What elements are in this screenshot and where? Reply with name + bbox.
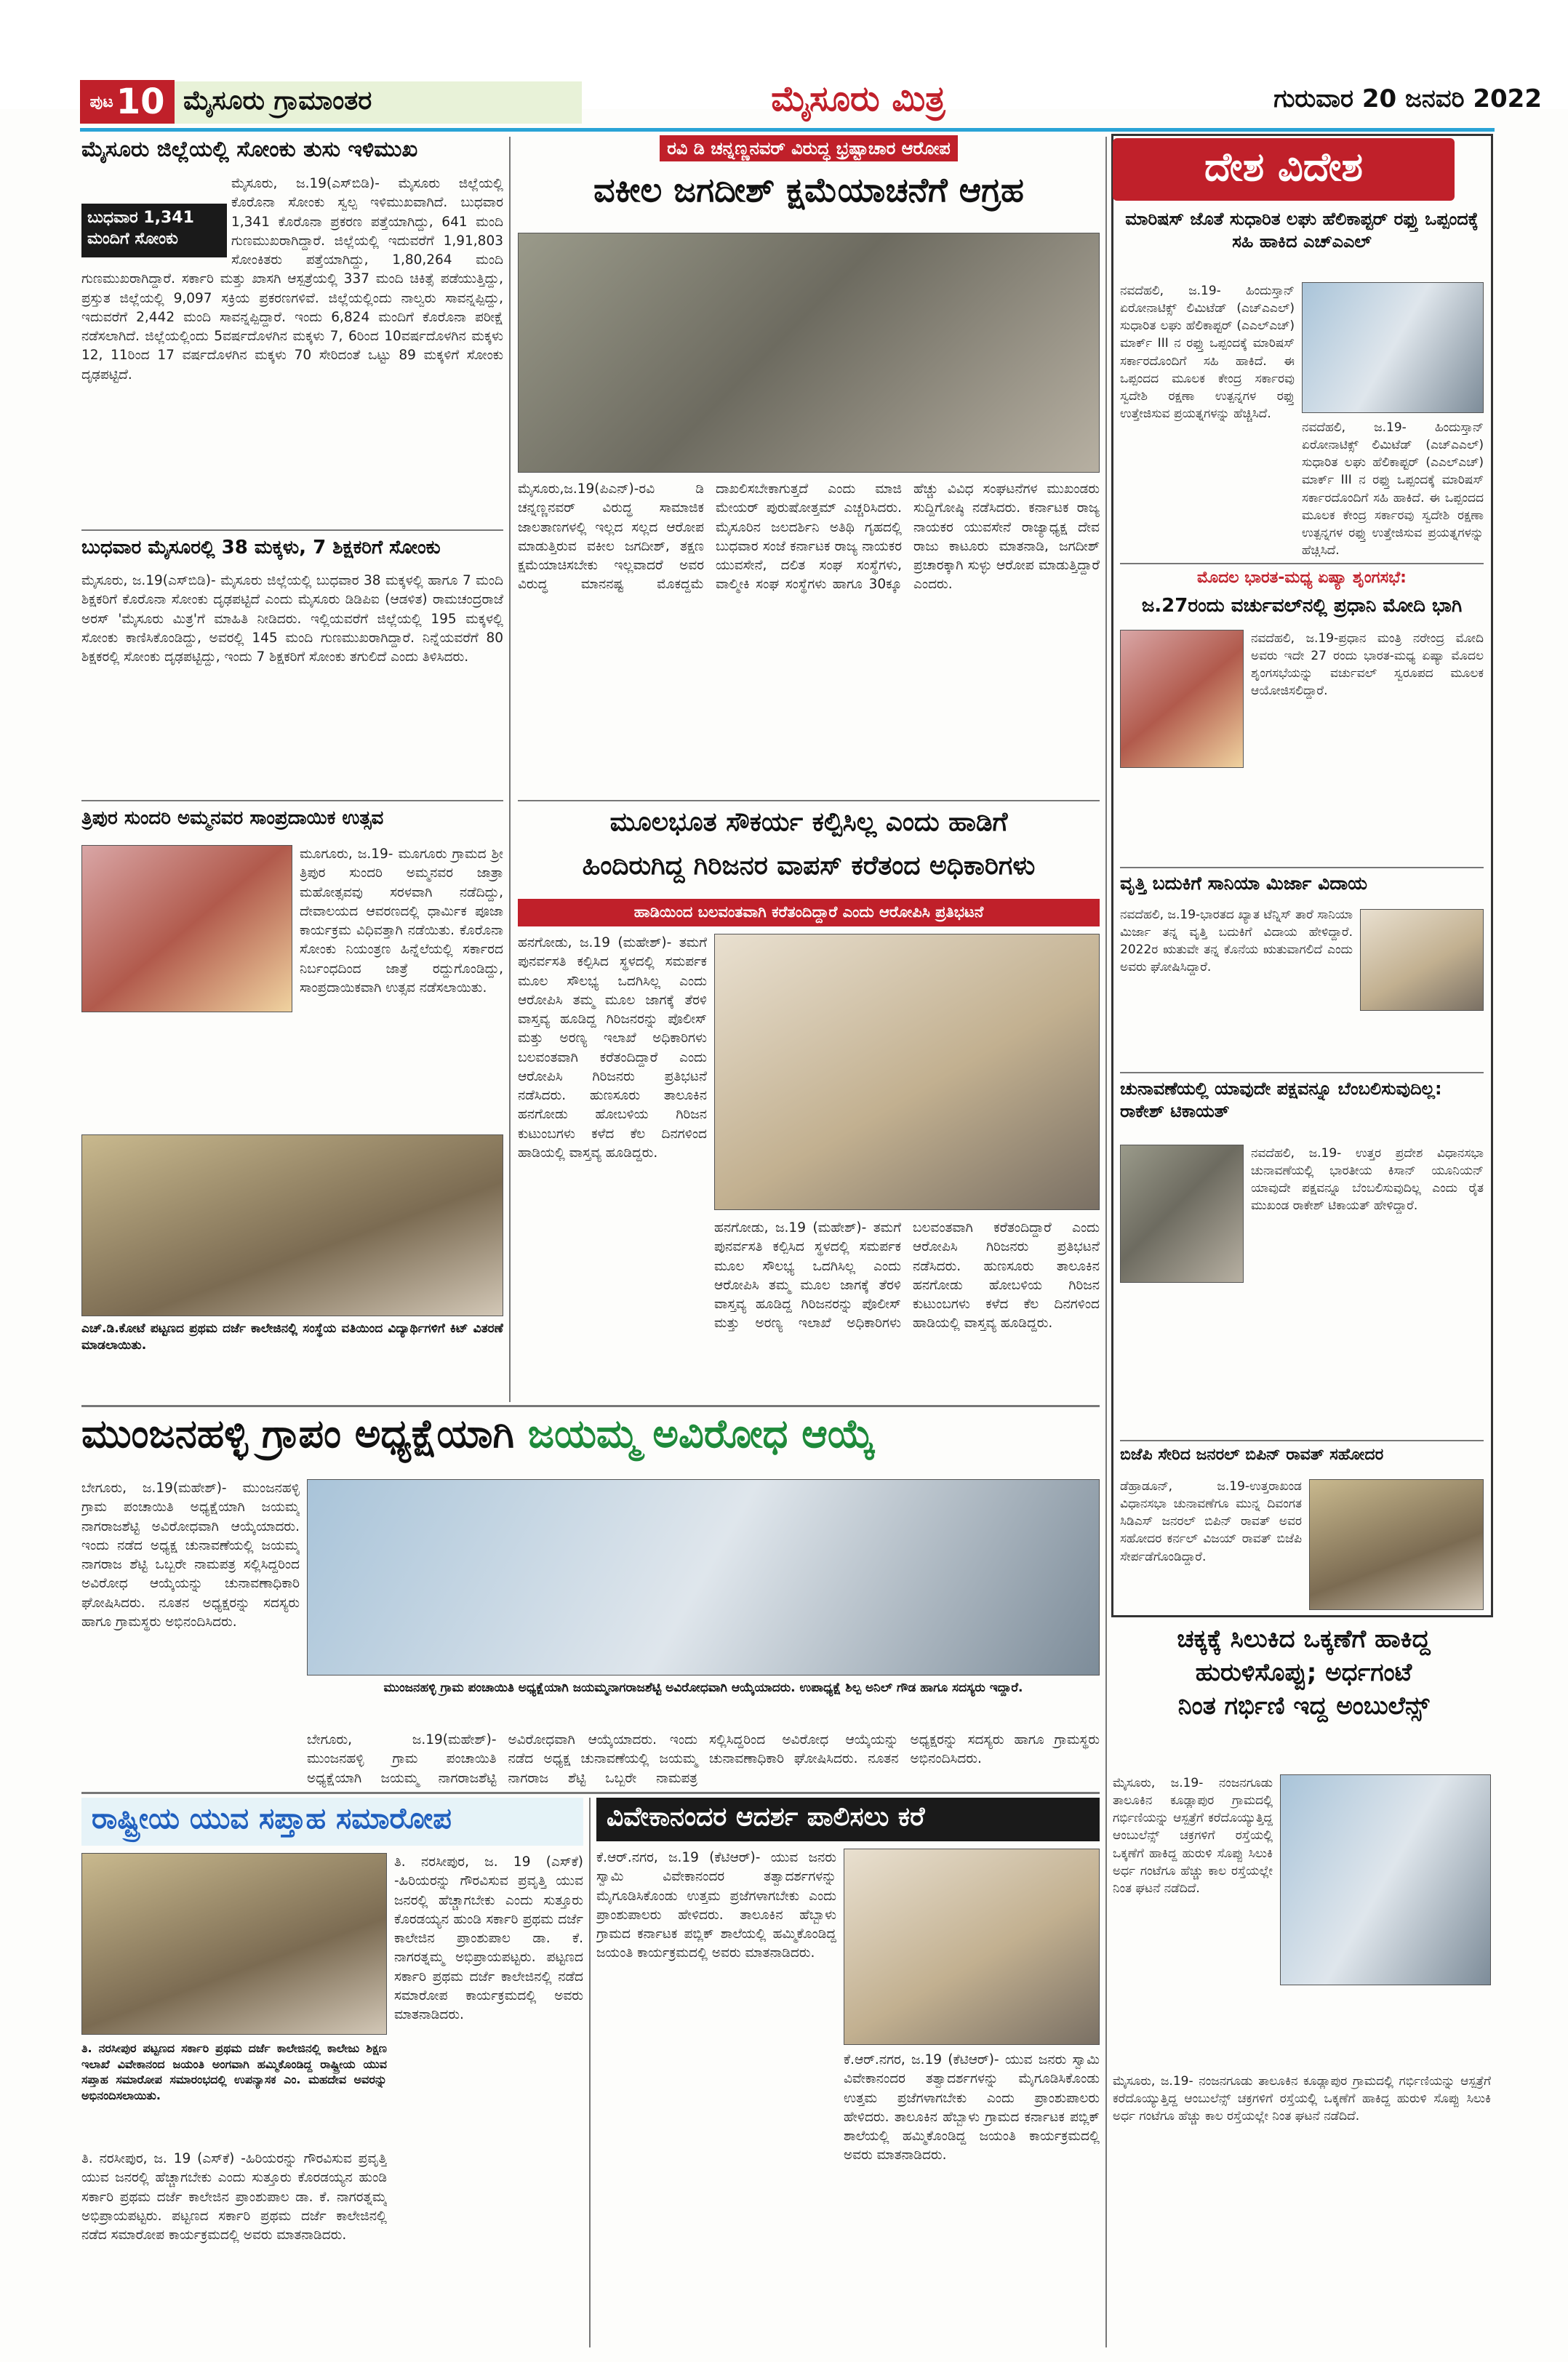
a6-body-cont: ಬೇಗೂರು, ಜ.19(ಮಹೇಶ್)- ಮುಂಜನಹಳ್ಳಿ ಗ್ರಾಮ ಪಂಚಾಯಿತಿ ಅಧ್ಯಕ್ಷೆಯಾಗಿ ಜಯಮ್ಮ ನಾಗರಾಜಶೆಟ್ಟಿ ಅವಿರೋಧವಾಗಿ ಆಯ್ಕೆಯಾದರು. ಇಂದು ನಡೆದ ಅಧ್ಯಕ್ಷ ಚುನಾವಣೆಯಲ್ಲಿ ಜಯಮ್ಮ ನಾಗರಾಜ ಶೆಟ್ಟಿ ಒಬ್ಬರೇ ನಾಮಪತ್ರ ಸಲ್ಲಿಸಿದ್ದರಿಂದ ಅವಿರೋಧ ಆಯ್ಕೆಯನ್ನು ಚುನಾವಣಾಧಿಕಾರಿ ಘೋಷಿಸಿದರು. ನೂತನ ಅಧ್ಯಕ್ಷರನ್ನು ಸದಸ್ಯರು ಹಾಗೂ ಗ್ರಾಮಸ್ಥರು ಅಭಿನಂದಿಸಿದರು. <box>307 1732 1100 1786</box>
column-divider <box>509 137 511 1402</box>
desha-s3-body: ನವದೆಹಲಿ, ಜ.19-ಭಾರತದ ಖ್ಯಾತ ಟೆನ್ನಿಸ್ ತಾರೆ ಸಾನಿಯಾ ಮಿರ್ಜಾ ತನ್ನ ವೃತ್ತಿ ಬದುಕಿಗೆ ವಿದಾಯ ಹೇಳಿದ್ದಾರೆ. 2022ರ ಋತುವೇ ತನ್ನ ಕೊನೆಯ ಋತುವಾಗಲಿದೆ ಎಂದು ಅವರು ಘೋಷಿಸಿದ್ದಾರೆ. <box>1120 908 1353 975</box>
press-meet-photo <box>518 233 1100 473</box>
youth-week-photo <box>81 1853 387 2035</box>
a6-headline-plain: ಮುಂಜನಹಳ್ಳಿ ಗ್ರಾಪಂ ಅಧ್ಯಕ್ಷೆಯಾಗಿ <box>81 1411 528 1457</box>
temple-festival-photo <box>81 845 292 1012</box>
a2-headline: ಬುಧವಾರ ಮೈಸೂರಲ್ಲಿ 38 ಮಕ್ಕಳು, 7 ಶಿಕ್ಷಕರಿಗೆ ಸೋಂಕು <box>81 537 441 559</box>
a3-headline: ವಕೀಲ ಜಗದೀಶ್ ಕ್ಷಮೆಯಾಚನೆಗೆ ಆಗ್ರಹ <box>593 170 1024 209</box>
a1-headline <box>81 137 503 172</box>
desha-s5-headline: ಬಿಜೆಪಿ ಸೇರಿದ ಜನರಲ್ ಬಿಪಿನ್ ರಾವತ್ ಸಹೋದರ <box>1120 1446 1384 1464</box>
rawat-photo <box>1309 1479 1484 1610</box>
a1-badge-spacer <box>81 175 231 265</box>
desha-s1-headline: ಮಾರಿಷಸ್ ಜೊತೆ ಸುಧಾರಿತ ಲಘು ಹೆಲಿಕಾಪ್ಟರ್ ರಫ್ತು ಒಪ್ಪಂದಕ್ಕೆ ಸಹಿ ಹಾಕಿದ ಎಚ್‌ಎಎಲ್ <box>1125 209 1479 252</box>
a4-headline-1: ಮೂಲಭೂತ ಸೌಕರ್ಯ ಕಲ್ಪಿಸಿಲ್ಲ ಎಂದು ಹಾಡಿಗೆ <box>609 807 1008 837</box>
desha-s5-body: ಡೆಹ್ರಾಡೂನ್, ಜ.19-ಉತ್ತರಾಖಂಡ ವಿಧಾನಸಭಾ ಚುನಾವಣೆಗೂ ಮುನ್ನ ದಿವಂಗತ ಸಿಡಿಎಸ್ ಜನರಲ್ ಬಿಪಿನ್ ರಾವತ್ ಅವರ ಸಹೋದರ ಕರ್ನಲ್ ವಿಜಯ್ ರಾವತ್ ಬಿಜೆಪಿ ಸೇರ್ಪಡೆಗೊಂಡಿದ್ದಾರೆ. <box>1120 1479 1302 1564</box>
divider <box>81 1405 1100 1407</box>
a6-headline <box>81 1411 1100 1473</box>
a9-body: ಮೈಸೂರು, ಜ.19- ನಂಜನಗೂಡು ತಾಲೂಕಿನ ಕೂಡ್ಲಾಪುರ ಗ್ರಾಮದಲ್ಲಿ ಗರ್ಭಿಣಿಯನ್ನು ಆಸ್ಪತ್ರೆಗೆ ಕರೆದೊಯ್ಯುತ್ತಿದ್ದ ಆಂಬುಲೆನ್ಸ್ ಚಕ್ರಗಳಿಗೆ ರಸ್ತೆಯಲ್ಲಿ ಒಕ್ಕಣೆಗೆ ಹಾಕಿದ್ದ ಹುರುಳಿ ಸೊಪ್ಪು ಸಿಲುಕಿ ಅರ್ಧ ಗಂಟೆಗೂ ಹೆಚ್ಚು ಕಾಲ ರಸ್ತೆಯಲ್ಲೇ ನಿಂತ ಘಟನೆ ನಡೆದಿದೆ. <box>1113 1776 1273 1896</box>
page-number-box <box>80 80 175 124</box>
a9-headline-line1: ಚಕ್ಕಕ್ಕೆ ಸಿಲುಕಿದ ಒಕ್ಕಣೆಗೆ ಹಾಕಿದ್ದ <box>1177 1625 1431 1654</box>
a6-caption: ಮುಂಜನಹಳ್ಳಿ ಗ್ರಾಮ ಪಂಚಾಯಿತಿ ಅಧ್ಯಕ್ಷೆಯಾಗಿ ಜಯಮ್ಮನಾಗರಾಜಶೆಟ್ಟಿ ಅವಿರೋಧವಾಗಿ ಆಯ್ಕೆಯಾದರು. ಉಪಾಧ್ಯಕ್ಷೆ ಶಿಲ್ಪ ಅನಿಲ್ ಗೌಡ ಹಾಗೂ ಸದಸ್ಯರು ಇದ್ದಾರೆ. <box>383 1681 1023 1695</box>
divider <box>1120 563 1484 564</box>
a1-headline-text: ಮೈಸೂರು ಜಿಲ್ಲೆಯಲ್ಲಿ ಸೋಂಕು ತುಸು ಇಳಿಮುಖ <box>81 137 418 162</box>
a9-headline-line2: ಹುರುಳಿಸೊಪ್ಪು; ಅರ್ಧಗಂಟೆ <box>1195 1657 1412 1687</box>
a1-body <box>81 175 503 524</box>
a1-badge: ಬುಧವಾರ 1,341 ಮಂದಿಗೆ ಸೋಂಕು <box>81 204 227 257</box>
ambulance-photo <box>1280 1774 1491 1985</box>
a5-body: ಮೂಗೂರು, ಜ.19- ಮೂಗೂರು ಗ್ರಾಮದ ಶ್ರೀ ತ್ರಿಪುರ ಸುಂದರಿ ಅಮ್ಮನವರ ಜಾತ್ರಾ ಮಹೋತ್ಸವವು ಸರಳವಾಗಿ ನಡೆದಿದ್ದು, ದೇವಾಲಯದ ಆವರಣದಲ್ಲಿ ಧಾರ್ಮಿಕ ಪೂಜಾ ಕಾರ್ಯಕ್ರಮ ವಿಧಿವತ್ತಾಗಿ ನಡೆಯಿತು. ಕೊರೊನಾ ಸೋಂಕು ನಿಯಂತ್ರಣ ಹಿನ್ನೆಲೆಯಲ್ಲಿ ಸರ್ಕಾರದ ನಿರ್ಬಂಧದಿಂದ ಜಾತ್ರೆ ರದ್ದುಗೊಂಡಿದ್ದು, ಸಾಂಪ್ರದಾಯಿಕವಾಗಿ ಉತ್ಸವ ನಡೆಸಲಾಯಿತು. <box>300 846 503 996</box>
divider <box>1120 1072 1484 1073</box>
header-rule <box>80 128 1495 132</box>
a4-subhead: ಹಾಡಿಯಿಂದ ಬಲವಂತವಾಗಿ ಕರೆತಂದಿದ್ದಾರೆ ಎಂದು ಆರೋಪಿಸಿ ಪ್ರತಿಭಟನೆ <box>518 899 1100 926</box>
desha-s2-body: ನವದೆಹಲಿ, ಜ.19-ಪ್ರಧಾನ ಮಂತ್ರಿ ನರೇಂದ್ರ ಮೋದಿ ಅವರು ಇದೇ 27 ರಂದು ಭಾರತ-ಮಧ್ಯ ಏಷ್ಯಾ ಮೊದಲ ಶೃಂಗಸಭೆಯನ್ನು ವರ್ಚುವಲ್ ಸ್ವರೂಪದ ಮೂಲಕ ಆಯೋಜಿಸಲಿದ್ದಾರೆ. <box>1251 631 1484 699</box>
desha-s1-body: ನವದೆಹಲಿ, ಜ.19- ಹಿಂದುಸ್ತಾನ್ ಏರೋನಾಟಿಕ್ಸ್ ಲಿಮಿಟೆಡ್ (ಎಚ್‌ಎಎಲ್) ಸುಧಾರಿತ ಲಘು ಹೆಲಿಕಾಪ್ಟರ್ (ಎಎಲ್‌ಎಚ್) ಮಾರ್ಕ್ III ನ ರಫ್ತು ಒಪ್ಪಂದಕ್ಕೆ ಮಾರಿಷಸ್ ಸರ್ಕಾರದೊಂದಿಗೆ ಸಹಿ ಹಾಕಿದೆ. ಈ ಒಪ್ಪಂದದ ಮೂಲಕ ಕೇಂದ್ರ ಸರ್ಕಾರವು ಸ್ವದೇಶಿ ರಕ್ಷಣಾ ಉತ್ಪನ್ನಗಳ ರಫ್ತು ಉತ್ತೇಜಿಸುವ ಪ್ರಯತ್ನಗಳನ್ನು ಹೆಚ್ಚಿಸಿದೆ. <box>1120 284 1295 421</box>
panchayat-group-photo <box>307 1479 1100 1676</box>
desha-s1-body-cont: ನವದೆಹಲಿ, ಜ.19- ಹಿಂದುಸ್ತಾನ್ ಏರೋನಾಟಿಕ್ಸ್ ಲಿಮಿಟೆಡ್ (ಎಚ್‌ಎಎಲ್) ಸುಧಾರಿತ ಲಘು ಹೆಲಿಕಾಪ್ಟರ್ (ಎಎಲ್‌ಎಚ್) ಮಾರ್ಕ್ III ನ ರಫ್ತು ಒಪ್ಪಂದಕ್ಕೆ ಮಾರಿಷಸ್ ಸರ್ಕಾರದೊಂದಿಗೆ ಸಹಿ ಹಾಕಿದೆ. ಈ ಒಪ್ಪಂದದ ಮೂಲಕ ಕೇಂದ್ರ ಸರ್ಕಾರವು ಸ್ವದೇಶಿ ರಕ್ಷಣಾ ಉತ್ಪನ್ನಗಳ ರಫ್ತು ಉತ್ತೇಜಿಸುವ ಪ್ರಯತ್ನಗಳನ್ನು ಹೆಚ್ಚಿಸಿದೆ. <box>1302 420 1484 557</box>
issue-date: ಗುರುವಾರ 20 ಜನವರಿ 2022 <box>1273 84 1542 113</box>
college-event-photo <box>81 1134 503 1316</box>
a6-headline-green: ಜಯಮ್ಮ ಅವಿರೋಧ ಆಯ್ಕೆ <box>527 1411 876 1457</box>
desha-s3-headline: ವೃತ್ತಿ ಬದುಕಿಗೆ ಸಾನಿಯಾ ಮಿರ್ಜಾ ವಿದಾಯ <box>1120 873 1367 894</box>
a3-body: ಮೈಸೂರು,ಜ.19(ಪಿಎನ್)-ರವಿ ಡಿ ಚನ್ನಣ್ಣನವರ್ ವಿರುದ್ಧ ಸಾಮಾಜಿಕ ಜಾಲತಾಣಗಳಲ್ಲಿ ಇಲ್ಲದ ಸಲ್ಲದ ಆರೋಪ ಮಾಡುತ್ತಿರುವ ವಕೀಲ ಜಗದೀಶ್, ತಕ್ಷಣ ಕ್ಷಮೆಯಾಚಿಸಬೇಕು ಇಲ್ಲವಾದರೆ ಅವರ ವಿರುದ್ಧ ಮಾನನಷ್ಟ ಮೊಕದ್ದಮೆ ದಾಖಲಿಸಬೇಕಾಗುತ್ತದೆ ಎಂದು ಮಾಜಿ ಮೇಯರ್ ಪುರುಷೋತ್ತಮ್ ಎಚ್ಚರಿಸಿದರು. ಮೈಸೂರಿನ ಜಲದರ್ಶಿನಿ ಅತಿಥಿ ಗೃಹದಲ್ಲಿ ಬುಧವಾರ ಸಂಜೆ ಕರ್ನಾಟಕ ರಾಜ್ಯ ನಾಯಕರ ಯುವಸೇನೆ, ದಲಿತ ಸಂಘ ಸಂಸ್ಥೆಗಳು, ವಾಲ್ಮೀಕಿ ಸಂಘ ಸಂಸ್ಥೆಗಳು ಹಾಗೂ 30ಕ್ಕೂ ಹೆಚ್ಚು ವಿವಿಧ ಸಂಘಟನೆಗಳ ಮುಖಂಡರು ಸುದ್ದಿಗೋಷ್ಠಿ ನಡೆಸಿದರು. ಕರ್ನಾಟಕ ರಾಜ್ಯ ನಾಯಕರ ಯುವಸೇನೆ ರಾಜ್ಯಾಧ್ಯಕ್ಷ ದೇವ ರಾಜು ಕಾಟೂರು ಮಾತನಾಡಿ, ಜಗದೀಶ್ ಪ್ರಚಾರಕ್ಕಾಗಿ ಸುಳ್ಳು ಆರೋಪ ಮಾಡುತ್ತಿದ್ದಾರೆ ಎಂದರು. <box>518 481 1100 593</box>
a5-headline: ತ್ರಿಪುರ ಸುಂದರಿ ಅಮ್ಮನವರ ಸಾಂಪ್ರದಾಯಿಕ ಉತ್ಸವ <box>81 807 384 829</box>
helicopter-photo <box>1302 282 1484 413</box>
column-divider <box>1105 137 1107 2347</box>
desha-s2-kicker: ಮೊದಲ ಭಾರತ-ಮಧ್ಯ ಏಷ್ಯಾ ಶೃಂಗಸಭೆ: <box>1197 569 1407 587</box>
sania-mirza-photo <box>1360 909 1484 1011</box>
desha-s4-body: ನವದೆಹಲಿ, ಜ.19- ಉತ್ತರ ಪ್ರದೇಶ ವಿಧಾನಸಭಾ ಚುನಾವಣೆಯಲ್ಲಿ ಭಾರತೀಯ ಕಿಸಾನ್ ಯೂನಿಯನ್ ಯಾವುದೇ ಪಕ್ಷವನ್ನೂ ಬೆಂಬಲಿಸುವುದಿಲ್ಲ ಎಂದು ರೈತ ಮುಖಂಡ ರಾಕೇಶ್ ಟಿಕಾಯತ್ ಹೇಳಿದ್ದಾರೆ. <box>1251 1146 1484 1214</box>
divider <box>1120 867 1484 868</box>
a9-headline <box>1113 1623 1495 1769</box>
tribal-meeting-photo <box>714 934 1100 1210</box>
a8-headline: ವಿವೇಕಾನಂದರ ಆದರ್ಶ ಪಾಲಿಸಲು ಕರೆ <box>596 1798 1100 1841</box>
a8-body-cont: ಕೆ.ಆರ್.ನಗರ, ಜ.19 (ಕೆಟಿಆರ್)- ಯುವ ಜನರು ಸ್ವಾಮಿ ವಿವೇಕಾನಂದರ ತತ್ವಾದರ್ಶಗಳನ್ನು ಮೈಗೂಡಿಸಿಕೊಂಡು ಉತ್ತಮ ಪ್ರಜೆಗಳಾಗಬೇಕು ಎಂದು ಪ್ರಾಂಶುಪಾಲರು ಹೇಳಿದರು. ತಾಲೂಕಿನ ಹೆಬ್ಬಾಳು ಗ್ರಾಮದ ಕರ್ನಾಟಕ ಪಬ್ಲಿಕ್ ಶಾಲೆಯಲ್ಲಿ ಹಮ್ಮಿಕೊಂಡಿದ್ದ ಜಯಂತಿ ಕಾರ್ಯಕ್ರಮದಲ್ಲಿ ಅವರು ಮಾತನಾಡಿದರು. <box>844 2052 1100 2163</box>
a3-kicker-text: ರವಿ ಡಿ ಚನ್ನಣ್ಣನವರ್ ವಿರುದ್ಧ ಭ್ರಷ್ಟಾಚಾರ ಆರೋಪ <box>660 135 958 161</box>
a6-body: ಬೇಗೂರು, ಜ.19(ಮಹೇಶ್)- ಮುಂಜನಹಳ್ಳಿ ಗ್ರಾಮ ಪಂಚಾಯಿತಿ ಅಧ್ಯಕ್ಷೆಯಾಗಿ ಜಯಮ್ಮ ನಾಗರಾಜಶೆಟ್ಟಿ ಅವಿರೋಧವಾಗಿ ಆಯ್ಕೆಯಾದರು. ಇಂದು ನಡೆದ ಅಧ್ಯಕ್ಷ ಚುನಾವಣೆಯಲ್ಲಿ ಜಯಮ್ಮ ನಾಗರಾಜ ಶೆಟ್ಟಿ ಒಬ್ಬರೇ ನಾಮಪತ್ರ ಸಲ್ಲಿಸಿದ್ದರಿಂದ ಅವಿರೋಧ ಆಯ್ಕೆಯನ್ನು ಚುನಾವಣಾಧಿಕಾರಿ ಘೋಷಿಸಿದರು. ನೂತನ ಅಧ್ಯಕ್ಷರನ್ನು ಸದಸ್ಯರು ಹಾಗೂ ಗ್ರಾಮಸ್ಥರು ಅಭಿನಂದಿಸಿದರು. <box>81 1481 300 1630</box>
tikait-photo <box>1120 1145 1244 1283</box>
divider <box>1120 1440 1484 1441</box>
a8-body: ಕೆ.ಆರ್.ನಗರ, ಜ.19 (ಕೆಟಿಆರ್)- ಯುವ ಜನರು ಸ್ವಾಮಿ ವಿವೇಕಾನಂದರ ತತ್ವಾದರ್ಶಗಳನ್ನು ಮೈಗೂಡಿಸಿಕೊಂಡು ಉತ್ತಮ ಪ್ರಜೆಗಳಾಗಬೇಕು ಎಂದು ಪ್ರಾಂಶುಪಾಲರು ಹೇಳಿದರು. ತಾಲೂಕಿನ ಹೆಬ್ಬಾಳು ಗ್ರಾಮದ ಕರ್ನಾಟಕ ಪಬ್ಲಿಕ್ ಶಾಲೆಯಲ್ಲಿ ಹಮ್ಮಿಕೊಂಡಿದ್ದ ಜಯಂತಿ ಕಾರ್ಯಕ್ರಮದಲ್ಲಿ ಅವರು ಮಾತನಾಡಿದರು. <box>596 1850 836 1961</box>
page-label: ಪುಟ <box>89 92 113 111</box>
a2-body: ಮೈಸೂರು, ಜ.19(ಎಸ್‌ಬಿಡಿ)- ಮೈಸೂರು ಜಿಲ್ಲೆಯಲ್ಲಿ ಬುಧವಾರ 38 ಮಕ್ಕಳಲ್ಲಿ ಹಾಗೂ 7 ಮಂದಿ ಶಿಕ್ಷಕರಿಗೆ ಕೊರೊನಾ ಸೋಂಕು ದೃಢಪಟ್ಟಿದೆ ಎಂದು ಮೈಸೂರು ಡಿಡಿಪಿಐ (ಆಡಳಿತ) ರಾಮಚಂದ್ರರಾಜೆ ಅರಸ್ 'ಮೈಸೂರು ಮಿತ್ರ'ಗೆ ಮಾಹಿತಿ ನೀಡಿದರು. ಇಲ್ಲಿಯವರೆಗೆ ಜಿಲ್ಲೆಯಲ್ಲಿ 195 ಮಕ್ಕಳಲ್ಲಿ ಸೋಂಕು ಕಾಣಿಸಿಕೊಂಡಿದ್ದು, ಅವರಲ್ಲಿ 145 ಮಂದಿ ಗುಣಮುಖರಾಗಿದ್ದಾರೆ. ನಿನ್ನೆಯವರೆಗೆ 80 ಶಿಕ್ಷಕರಲ್ಲಿ ಸೋಂಕು ದೃಢಪಟ್ಟಿದ್ದು, ಇಂದು 7 ಶಿಕ್ಷಕರಿಗೆ ಸೋಂಕು ತಗುಲಿದೆ ಎಂದು ತಿಳಿಸಿದರು. <box>81 573 503 665</box>
a9-body-cont: ಮೈಸೂರು, ಜ.19- ನಂಜನಗೂಡು ತಾಲೂಕಿನ ಕೂಡ್ಲಾಪುರ ಗ್ರಾಮದಲ್ಲಿ ಗರ್ಭಿಣಿಯನ್ನು ಆಸ್ಪತ್ರೆಗೆ ಕರೆದೊಯ್ಯುತ್ತಿದ್ದ ಆಂಬುಲೆನ್ಸ್ ಚಕ್ರಗಳಿಗೆ ರಸ್ತೆಯಲ್ಲಿ ಒಕ್ಕಣೆಗೆ ಹಾಕಿದ್ದ ಹುರುಳಿ ಸೊಪ್ಪು ಸಿಲುಕಿ ಅರ್ಧ ಗಂಟೆಗೂ ಹೆಚ್ಚು ಕಾಲ ರಸ್ತೆಯಲ್ಲೇ ನಿಂತ ಘಟನೆ ನಡೆದಿದೆ. <box>1113 2074 1491 2124</box>
a7-caption: ತಿ. ನರಸೀಪುರ ಪಟ್ಟಣದ ಸರ್ಕಾರಿ ಪ್ರಥಮ ದರ್ಜೆ ಕಾಲೇಜಿನಲ್ಲಿ ಕಾಲೇಜು ಶಿಕ್ಷಣ ಇಲಾಖೆ ವಿವೇಕಾನಂದ ಜಯಂತಿ ಅಂಗವಾಗಿ ಹಮ್ಮಿಕೊಂಡಿದ್ದ ರಾಷ್ಟ್ರೀಯ ಯುವ ಸಪ್ತಾಹ ಸಮಾರೋಪ ಸಮಾರಂಭದಲ್ಲಿ ಉಪನ್ಯಾಸಕ ಎಂ. ಮಹದೇವ ಅವರನ್ನು ಅಭಿನಂದಿಸಲಾಯಿತು. <box>81 2041 387 2102</box>
divider <box>81 800 503 801</box>
a4-body: ಹನಗೋಡು, ಜ.19 (ಮಹೇಶ್)- ತಮಗೆ ಪುನರ್ವಸತಿ ಕಲ್ಪಿಸಿದ ಸ್ಥಳದಲ್ಲಿ ಸಮರ್ಪಕ ಮೂಲ ಸೌಲಭ್ಯ ಒದಗಿಸಿಲ್ಲ ಎಂದು ಆರೋಪಿಸಿ ತಮ್ಮ ಮೂಲ ಜಾಗಕ್ಕೆ ತೆರಳಿ ವಾಸ್ತವ್ಯ ಹೂಡಿದ್ದ ಗಿರಿಜನರನ್ನು ಪೊಲೀಸ್ ಮತ್ತು ಅರಣ್ಯ ಇಲಾಖೆ ಅಧಿಕಾರಿಗಳು ಬಲವಂತವಾಗಿ ಕರೆತಂದಿದ್ದಾರೆ ಎಂದು ಆರೋಪಿಸಿ ಗಿರಿಜನರು ಪ್ರತಿಭಟನೆ ನಡೆಸಿದರು. ಹುಣಸೂರು ತಾಲೂಕಿನ ಹನಗೋಡು ಹೋಬಳಿಯ ಗಿರಿಜನ ಕುಟುಂಬಗಳು ಕಳೆದ ಕೆಲ ದಿನಗಳಿಂದ ಹಾಡಿಯಲ್ಲಿ ವಾಸ್ತವ್ಯ ಹೂಡಿದ್ದರು. <box>518 935 707 1161</box>
desha-videsha-title: ದೇಶ ವಿದೇಶ <box>1113 138 1455 201</box>
divider <box>518 800 1100 801</box>
a7-body: ತಿ. ನರಸೀಪುರ, ಜ. 19 (ಎಸ್‌ಕೆ) -ಹಿರಿಯರನ್ನು ಗೌರವಿಸುವ ಪ್ರವೃತ್ತಿ ಯುವ ಜನರಲ್ಲಿ ಹೆಚ್ಚಾಗಬೇಕು ಎಂದು ಸುತ್ತೂರು ಕೊರಡಯ್ಯನ ಹುಂಡಿ ಸರ್ಕಾರಿ ಪ್ರಥಮ ದರ್ಜೆ ಕಾಲೇಜಿನ ಪ್ರಾಂಶುಪಾಲ ಡಾ. ಕೆ. ನಾಗರತ್ನಮ್ಮ ಅಭಿಪ್ರಾಯಪಟ್ಟರು. ಪಟ್ಟಣದ ಸರ್ಕಾರಿ ಪ್ರಥಮ ದರ್ಜೆ ಕಾಲೇಜಿನಲ್ಲಿ ನಡೆದ ಸಮಾರೋಪ ಕಾರ್ಯಕ್ರಮದಲ್ಲಿ ಅವರು ಮಾತನಾಡಿದರು. <box>394 1854 583 2023</box>
a1-body-text: ಮೈಸೂರು, ಜ.19(ಎಸ್‌ಬಿಡಿ)- ಮೈಸೂರು ಜಿಲ್ಲೆಯಲ್ಲಿ ಕೊರೊನಾ ಸೋಂಕು ಸ್ವಲ್ಪ ಇಳಿಮುಖವಾಗಿದೆ. ಬುಧವಾರ 1,341 ಕೊರೊನಾ ಪ್ರಕರಣ ಪತ್ತೆಯಾಗಿದ್ದು, 641 ಮಂದಿ ಗುಣಮುಖರಾಗಿದ್ದಾರೆ. ಜಿಲ್ಲೆಯಲ್ಲಿ ಇದುವರೆಗೆ 1,91,803 ಸೋಂಕಿತರು ಪತ್ತೆಯಾಗಿದ್ದು, 1,80,264 ಮಂದಿ ಗುಣಮುಖರಾಗಿದ್ದಾರೆ. ಸರ್ಕಾರಿ ಮತ್ತು ಖಾಸಗಿ ಆಸ್ಪತ್ರೆಯಲ್ಲಿ 337 ಮಂದಿ ಚಿಕಿತ್ಸೆ ಪಡೆಯುತ್ತಿದ್ದು, ಪ್ರಸ್ತುತ ಜಿಲ್ಲೆಯಲ್ಲಿ 9,097 ಸಕ್ರಿಯ ಪ್ರಕರಣಗಳಿವೆ. ಜಿಲ್ಲೆಯಲ್ಲಿಂದು ನಾಲ್ವರು ಸಾವನ್ನಪ್ಪಿದ್ದು, ಇದುವರೆಗೆ 2,442 ಮಂದಿ ಸಾವನ್ನಪ್ಪಿದ್ದಾರೆ. ಇಂದು 6,824 ಮಂದಿಗೆ ಕೊರೊನಾ ಪರೀಕ್ಷೆ ನಡೆಸಲಾಗಿದೆ. ಜಿಲ್ಲೆಯಲ್ಲಿಂದು 5ವರ್ಷದೊಳಗಿನ ಮಕ್ಕಳು 7, 6ರಿಂದ 10ವರ್ಷದೊಳಗಿನ ಮಕ್ಕಳು 12, 11ರಿಂದ 17 ವರ್ಷದೊಳಗಿನ ಮಕ್ಕಳು 70 ಸೇರಿದಂತೆ ಒಟ್ಟು 89 ಮಕ್ಕಳಿಗೆ ಸೋಂಕು ದೃಢಪಟ್ಟಿದೆ. <box>81 176 503 383</box>
page-number: 10 <box>116 81 165 122</box>
a9-headline-line3: ನಿಂತ ಗರ್ಭಿಣಿ ಇದ್ದ ಅಂಬುಲೆನ್ಸ್ <box>1177 1691 1430 1721</box>
a5-caption: ಎಚ್.ಡಿ.ಕೋಟೆ ಪಟ್ಟಣದ ಪ್ರಥಮ ದರ್ಜೆ ಕಾಲೇಜಿನಲ್ಲಿ ಸಂಸ್ಥೆಯ ವತಿಯಿಂದ ವಿದ್ಯಾರ್ಥಿಗಳಿಗೆ ಕಿಟ್ ವಿತರಣೆ ಮಾಡಲಾಯಿತು. <box>81 1321 503 1353</box>
a7-headline: ರಾಷ್ಟ್ರೀಯ ಯುವ ಸಪ್ತಾಹ ಸಮಾರೋಪ <box>81 1798 583 1846</box>
divider <box>81 529 503 531</box>
a7-body-cont: ತಿ. ನರಸೀಪುರ, ಜ. 19 (ಎಸ್‌ಕೆ) -ಹಿರಿಯರನ್ನು ಗೌರವಿಸುವ ಪ್ರವೃತ್ತಿ ಯುವ ಜನರಲ್ಲಿ ಹೆಚ್ಚಾಗಬೇಕು ಎಂದು ಸುತ್ತೂರು ಕೊರಡಯ್ಯನ ಹುಂಡಿ ಸರ್ಕಾರಿ ಪ್ರಥಮ ದರ್ಜೆ ಕಾಲೇಜಿನ ಪ್ರಾಂಶುಪಾಲ ಡಾ. ಕೆ. ನಾಗರತ್ನಮ್ಮ ಅಭಿಪ್ರಾಯಪಟ್ಟರು. ಪಟ್ಟಣದ ಸರ್ಕಾರಿ ಪ್ರಥಮ ದರ್ಜೆ ಕಾಲೇಜಿನಲ್ಲಿ ನಡೆದ ಸಮಾರೋಪ ಕಾರ್ಯಕ್ರಮದಲ್ಲಿ ಅವರು ಮಾತನಾಡಿದರು. <box>81 2151 387 2243</box>
a4-body-cont: ಹನಗೋಡು, ಜ.19 (ಮಹೇಶ್)- ತಮಗೆ ಪುನರ್ವಸತಿ ಕಲ್ಪಿಸಿದ ಸ್ಥಳದಲ್ಲಿ ಸಮರ್ಪಕ ಮೂಲ ಸೌಲಭ್ಯ ಒದಗಿಸಿಲ್ಲ ಎಂದು ಆರೋಪಿಸಿ ತಮ್ಮ ಮೂಲ ಜಾಗಕ್ಕೆ ತೆರಳಿ ವಾಸ್ತವ್ಯ ಹೂಡಿದ್ದ ಗಿರಿಜನರನ್ನು ಪೊಲೀಸ್ ಮತ್ತು ಅರಣ್ಯ ಇಲಾಖೆ ಅಧಿಕಾರಿಗಳು ಬಲವಂತವಾಗಿ ಕರೆತಂದಿದ್ದಾರೆ ಎಂದು ಆರೋಪಿಸಿ ಗಿರಿಜನರು ಪ್ರತಿಭಟನೆ ನಡೆಸಿದರು. ಹುಣಸೂರು ತಾಲೂಕಿನ ಹನಗೋಡು ಹೋಬಳಿಯ ಗಿರಿಜನ ಕುಟುಂಬಗಳು ಕಳೆದ ಕೆಲ ದಿನಗಳಿಂದ ಹಾಡಿಯಲ್ಲಿ ವಾಸ್ತವ್ಯ ಹೂಡಿದ್ದರು. <box>714 1220 1100 1332</box>
section-title: ಮೈಸೂರು ಗ್ರಾಮಾಂತರ <box>175 81 582 124</box>
a4-headline-2: ಹಿಂದಿರುಗಿದ್ದ ಗಿರಿಜನರ ವಾಪಸ್ ಕರೆತಂದ ಅಧಿಕಾರಿಗಳು <box>582 851 1036 881</box>
modi-photo <box>1120 630 1244 768</box>
column-divider <box>589 1798 591 2347</box>
vivekananda-event-photo <box>844 1849 1100 2045</box>
divider <box>81 1792 1100 1794</box>
a3-kicker <box>518 135 1100 167</box>
desha-s4-headline: ಚುನಾವಣೆಯಲ್ಲಿ ಯಾವುದೇ ಪಕ್ಷವನ್ನೂ ಬೆಂಬಲಿಸುವುದಿಲ್ಲ: ರಾಕೇಶ್ ಟಿಕಾಯತ್ <box>1120 1078 1442 1122</box>
desha-s2-headline: ಜ.27ರಂದು ವರ್ಚುವಲ್‌ನಲ್ಲಿ ಪ್ರಧಾನಿ ಮೋದಿ ಭಾಗಿ <box>1141 595 1463 617</box>
masthead: ಮೈಸೂರು ಮಿತ್ರ <box>771 79 945 119</box>
